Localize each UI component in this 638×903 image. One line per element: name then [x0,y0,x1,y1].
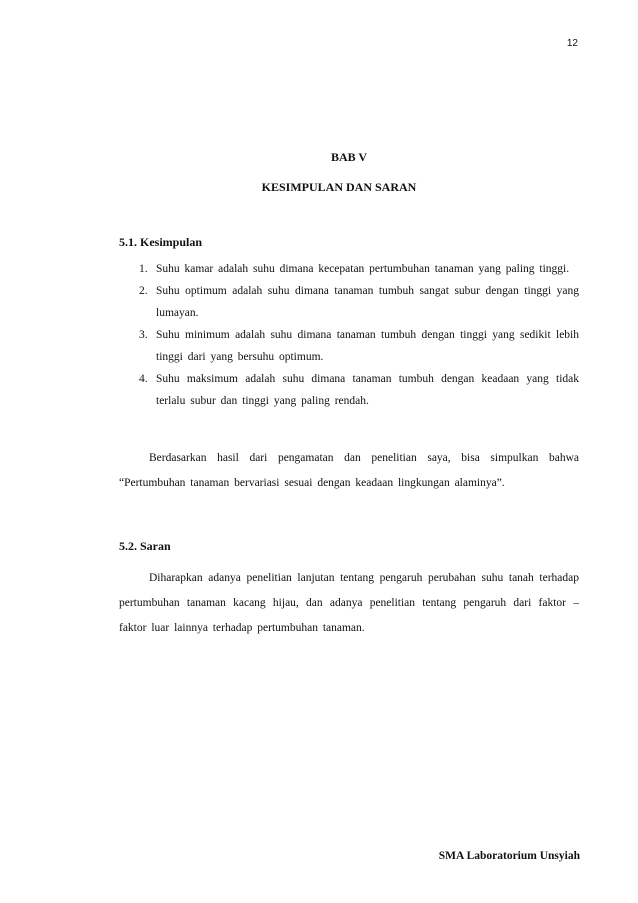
list-item [119,368,579,412]
list-item-text: Suhu kamar adalah suhu dimana kecepatan pertumbuhan tanaman yang paling tinggi. [156,263,570,275]
kesimpulan-list [119,258,579,412]
list-item [119,280,579,324]
chapter-subtitle: KESIMPULAN DAN SARAN [261,180,417,194]
page-number: 12 [566,38,578,49]
list-item-number: 1. [139,263,148,275]
list-item-number: 2. [139,285,148,297]
list-item-text: Suhu maksimum adalah suhu dimana tanaman tumbuh dengan keadaan yang tidak terlalu subur dan tinggi yang paling rendah. [156,373,579,407]
list-item-number: 3. [139,329,148,341]
footer-institution: SMA Laboratorium Unsyiah [438,850,580,862]
list-item [119,258,579,280]
list-item-text: Suhu minimum adalah suhu dimana tanaman tumbuh dengan tinggi yang sedikit lebih tinggi dari yang bersuhu optimum. [156,329,579,363]
saran-paragraph: Diharapkan adanya penelitian lanjutan tentang pengaruh perubahan suhu tanah terhadap pertumbuhan tanaman kacang hijau, dan adanya penelitian tentang pengaruh dari faktor – faktor luar lainnya terhadap pertumbuhan tanaman. [119,572,579,634]
section-heading-kesimpulan: 5.1. Kesimpulan [119,235,203,249]
list-item [119,324,579,368]
list-item-text: Suhu optimum adalah suhu dimana tanaman tumbuh sangat subur dengan tinggi yang lumayan. [156,285,579,319]
list-item-number: 4. [139,373,148,385]
kesimpulan-paragraph: Berdasarkan hasil dari pengamatan dan penelitian saya, bisa simpulkan bahwa “Pertumbuhan tanaman bervariasi sesuai dengan keadaan lingkungan alaminya”. [119,452,579,489]
section-heading-saran: 5.2. Saran [119,539,171,553]
chapter-title: BAB V [330,150,368,164]
